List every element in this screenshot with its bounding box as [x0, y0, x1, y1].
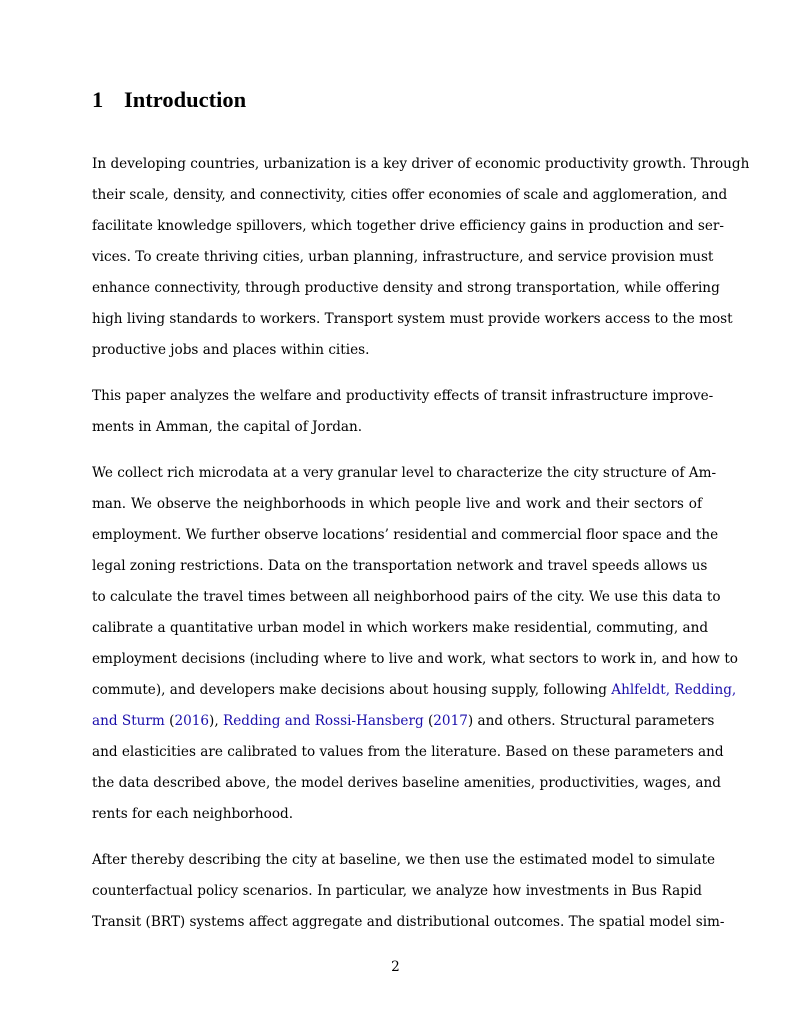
paper-page: [92, 0, 750, 1024]
text-line: After thereby describing the city at baseline, we then use the estimated model to simulate: [92, 852, 716, 868]
text-line: and elasticities are calibrated to values from the literature. Based on these parameters and: [92, 744, 724, 760]
text-line: counterfactual policy scenarios. In particular, we analyze how investments in Bus Rapid: [92, 883, 702, 899]
text-line: their scale, density, and connectivity, cities offer economies of scale and agglomeration, and: [92, 187, 728, 203]
text-line: ments in Amman, the capital of Jordan.: [92, 419, 363, 435]
text-line: enhance connectivity, through productive density and strong transportation, while offering: [92, 280, 720, 296]
text-line-with-citation: and Sturm (2016), Redding and Rossi-Hansberg (2017) and others. Structural parameters: [92, 713, 715, 729]
text-line: high living standards to workers. Transport system must provide workers access to the most: [92, 311, 733, 327]
text-span: commute), and developers make decisions about housing supply, following: [92, 682, 612, 698]
text-line: employment decisions (including where to live and work, what sectors to work in, and how to: [92, 651, 738, 667]
text-span: and others. Structural parameters: [473, 713, 715, 729]
citation-year-link[interactable]: 2016: [174, 713, 210, 729]
text-line: to calculate the travel times between all neighborhood pairs of the city. We use this data to: [92, 589, 721, 605]
text-line: man. We observe the neighborhoods in which people live and work and their sectors of: [92, 496, 702, 512]
text-line-with-citation: [92, 680, 737, 700]
citation-year-link[interactable]: 2017: [433, 713, 468, 729]
text-line: vices. To create thriving cities, urban planning, infrastructure, and service provision must: [92, 249, 714, 265]
text-line: rents for each neighborhood.: [92, 806, 294, 822]
section-title: Introduction: [124, 87, 247, 112]
text-line: facilitate knowledge spillovers, which together drive efficiency gains in production and ser-: [92, 218, 724, 234]
text-line: productive jobs and places within cities.: [92, 342, 370, 358]
text-line: In developing countries, urbanization is a key driver of economic productivity growth. Through: [92, 156, 750, 172]
text-line: the data described above, the model derives baseline amenities, productivities, wages, and: [92, 775, 721, 791]
text-line: Transit (BRT) systems affect aggregate and distributional outcomes. The spatial model sim-: [92, 914, 725, 930]
text-line: employment. We further observe locations’ residential and commercial floor space and the: [92, 527, 719, 543]
page-number: 2: [391, 959, 400, 975]
section-number: 1: [92, 87, 104, 112]
citation-link-ahlfeldt[interactable]: and Sturm: [92, 713, 165, 729]
section-heading: [92, 86, 246, 114]
text-line: calibrate a quantitative urban model in which workers make residential, commuting, and: [92, 620, 709, 636]
citation-link-ahlfeldt[interactable]: Ahlfeldt, Redding,: [611, 682, 737, 698]
text-line: This paper analyzes the welfare and productivity effects of transit infrastructure improve-: [92, 388, 714, 404]
text-line: We collect rich microdata at a very granular level to characterize the city structure of Am-: [92, 465, 717, 481]
text-line: legal zoning restrictions. Data on the transportation network and travel speeds allows us: [92, 558, 708, 574]
citation-link-redding[interactable]: Redding and Rossi-Hansberg: [223, 713, 424, 729]
